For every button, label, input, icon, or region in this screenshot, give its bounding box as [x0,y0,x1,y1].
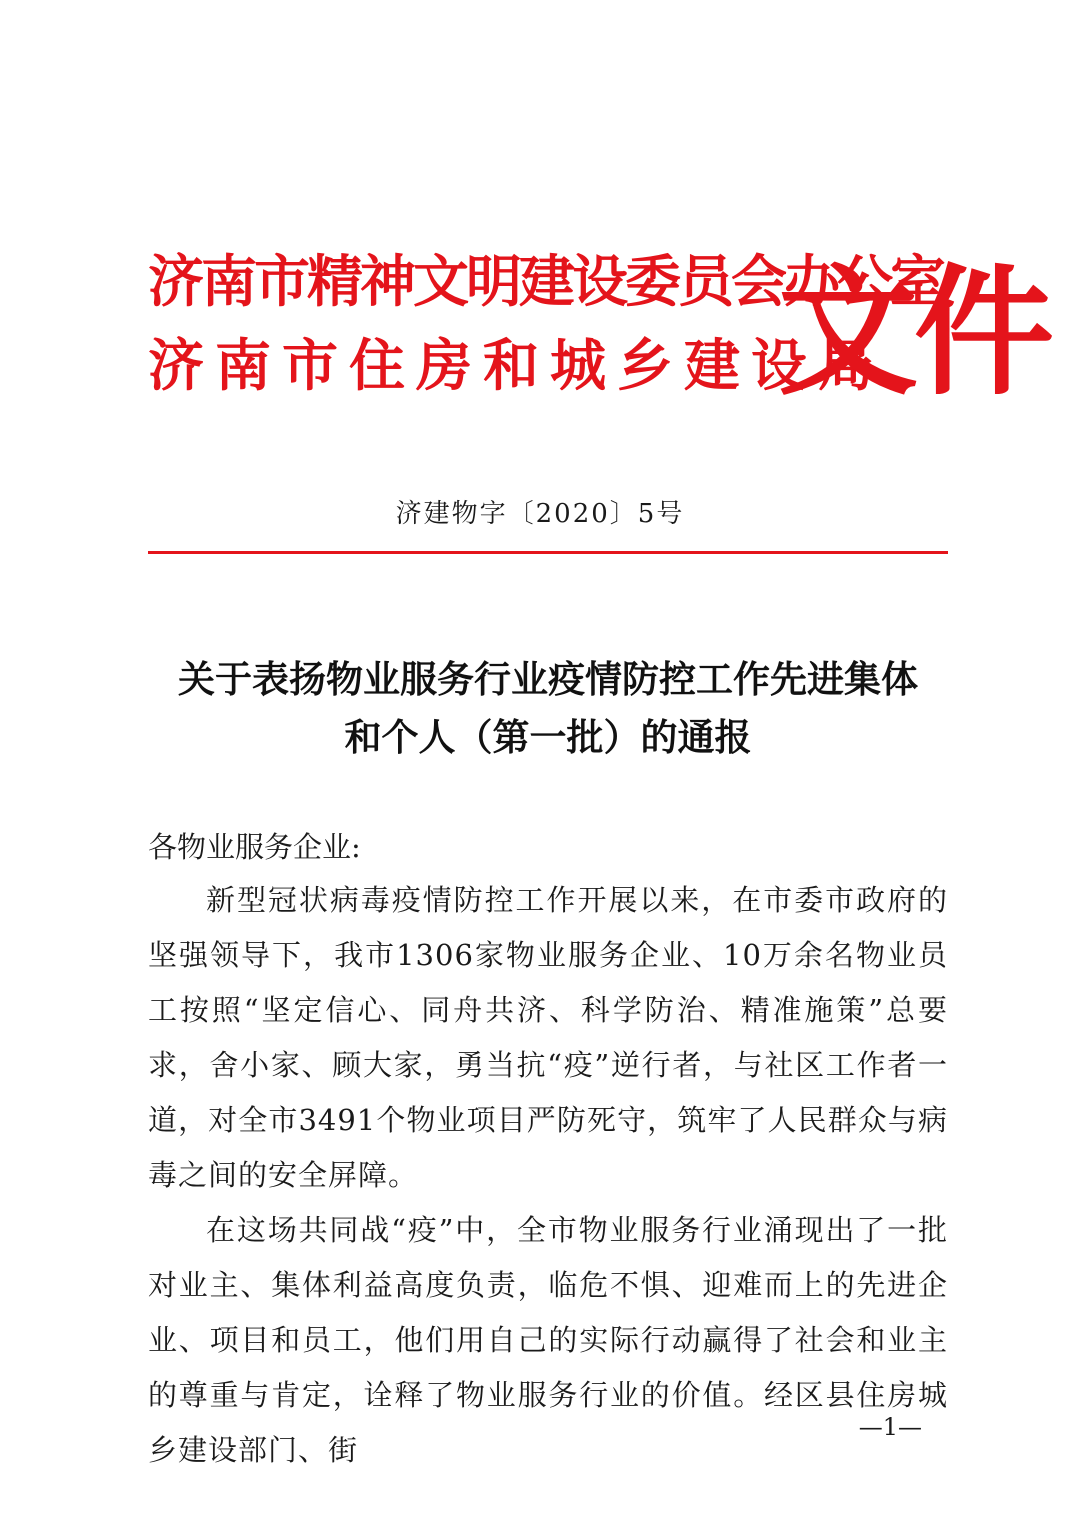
title-line-2: 和个人（第一批）的通报 [344,715,752,759]
body-paragraph-2: 在这场共同战“疫”中，全市物业服务行业涌现出了一批对业主、集体利益高度负责，临危不惧、迎难而上的先进企业、项目和员工，他们用自己的实际行动赢得了社会和业主的尊重与肯定，诠释了物业服务行业的价值。经区县住房城乡建设部门、街 [148,1213,948,1467]
issuer-line-housing-bureau: 济南市住房和城乡建设局 [148,333,885,399]
document-title [148,650,948,766]
document-number: 济建物字〔2020〕5号 [395,499,685,529]
salutation: 各物业服务企业: [148,830,361,864]
document-header [148,240,1051,420]
body-paragraph-1: 新型冠状病毒疫情防控工作开展以来，在市委市政府的坚强领导下，我市1306家物业服务企业、10万余名物业员工按照“坚定信心、同舟共济、科学防治、精准施策”总要求，舍小家、顾大家，勇当抗“疫”逆行者，与社区工作者一道，对全市3491个物业项目严防死守，筑牢了人民群众与病毒之间的安全屏障。 [148,883,948,1192]
document-type-label: 文件 [778,251,1051,415]
red-divider-line [148,551,948,554]
issuer-line-civilization-office: 济南市精神文明建设委员会办公室 [148,249,943,315]
title-line-1: 关于表扬物业服务行业疫情防控工作先进集体 [178,657,918,701]
document-body [148,873,948,1478]
page-number: —1— [858,1413,922,1441]
